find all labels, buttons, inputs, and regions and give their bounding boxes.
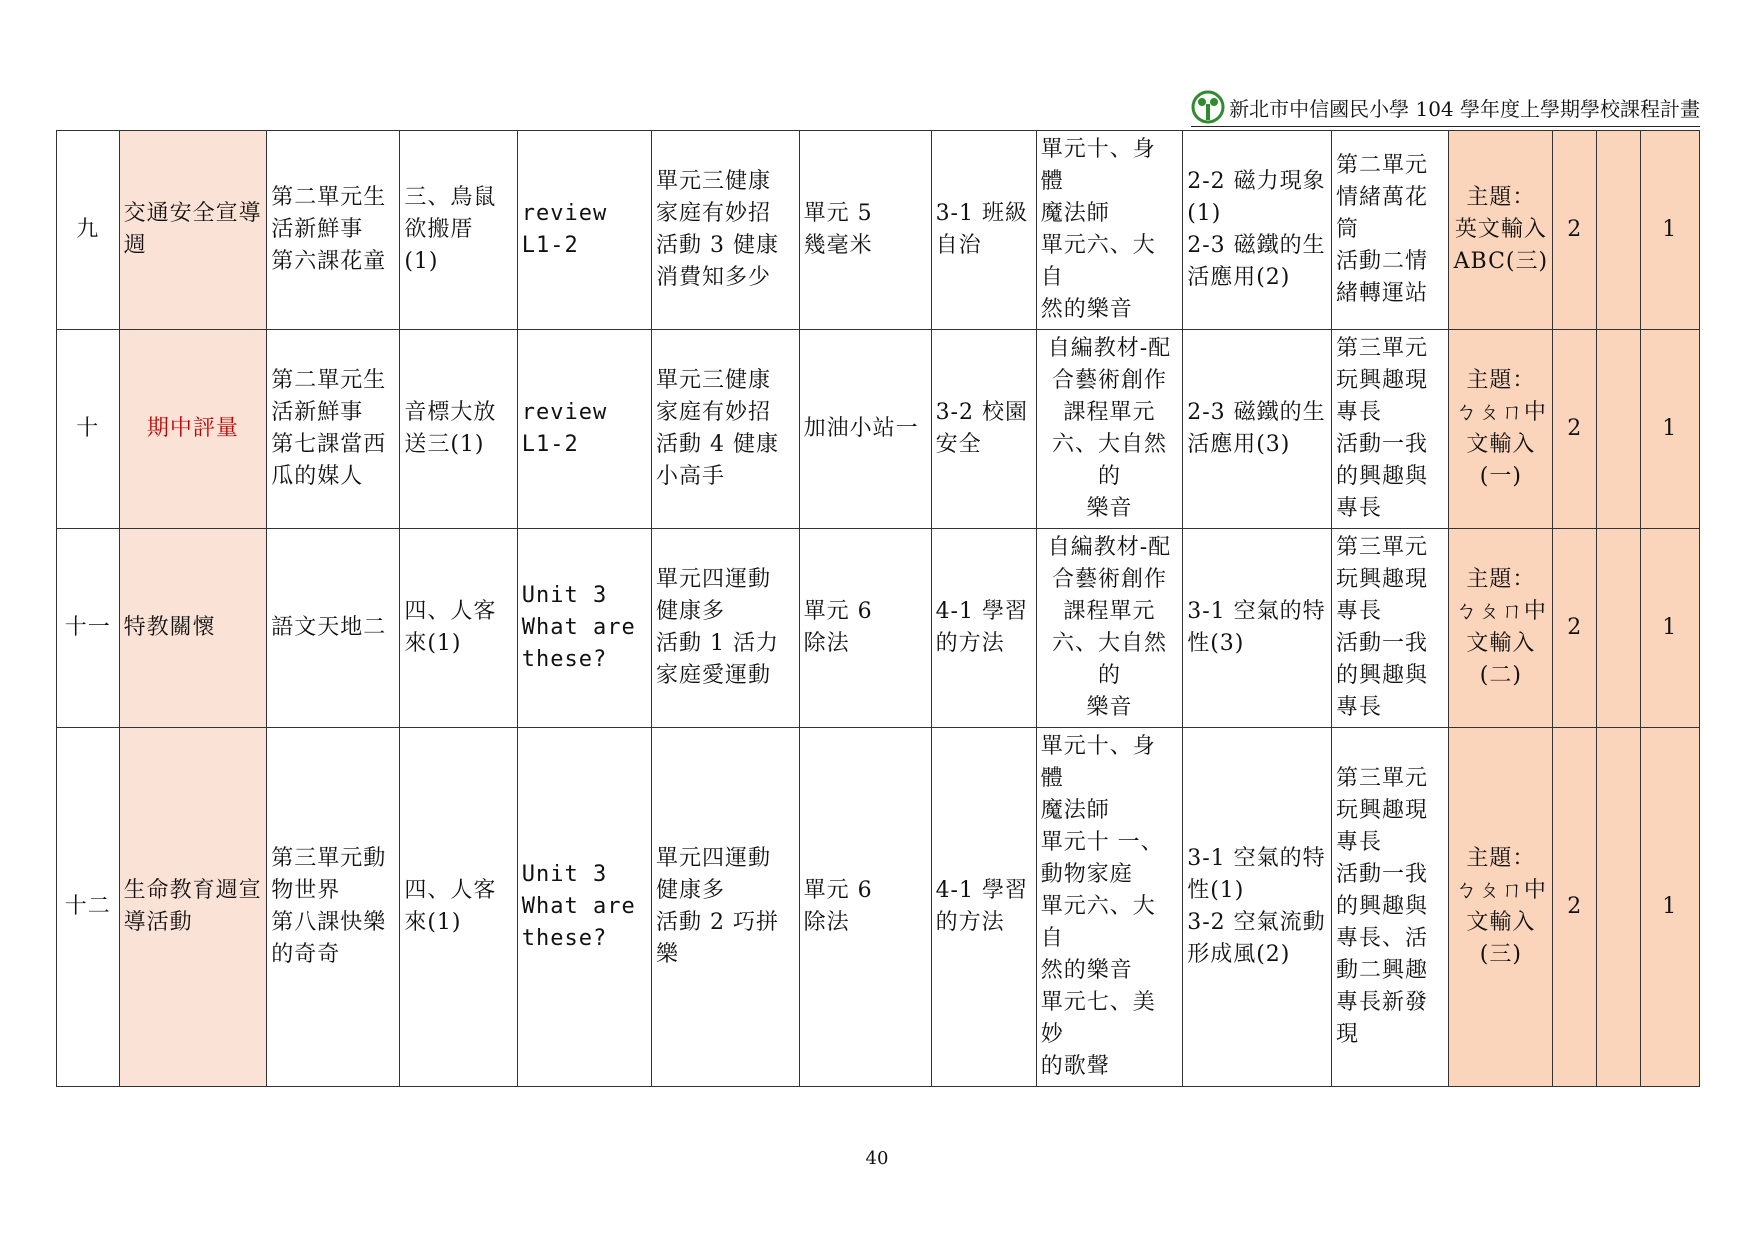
arts-line: 的歌聲 bbox=[1040, 1054, 1110, 1079]
topic-line: (二) bbox=[1479, 663, 1522, 688]
theme-cell: 生命教育週宣導活動 bbox=[119, 728, 267, 1087]
arts-line: 然的樂音 bbox=[1040, 297, 1133, 322]
social-line: 4-1 學習 bbox=[935, 878, 1028, 903]
health-line: 活動 4 健康 bbox=[655, 432, 779, 457]
arts-line: 單元十 一、 bbox=[1040, 830, 1164, 855]
math-line: 幾毫米 bbox=[803, 233, 873, 258]
computer-topic-cell bbox=[1449, 529, 1553, 728]
hours-cell bbox=[1597, 330, 1641, 529]
arts-cell bbox=[1036, 728, 1183, 1087]
header-title: 新北市中信國民小學 104 學年度上學期學校課程計畫 bbox=[1229, 96, 1700, 121]
health-line: 單元三健康 bbox=[655, 169, 771, 194]
topic-line: (三) bbox=[1479, 942, 1522, 967]
health-cell bbox=[651, 529, 799, 728]
chinese-cell bbox=[267, 131, 400, 330]
english-line: Unit 3 bbox=[521, 583, 608, 608]
integrated-line: 的興趣與 bbox=[1335, 894, 1428, 919]
hours-cell: 1 bbox=[1640, 529, 1699, 728]
native-line: (1) bbox=[404, 249, 439, 274]
school-logo-icon bbox=[1191, 90, 1225, 124]
hours-cell: 2 bbox=[1553, 728, 1597, 1087]
integrated-cell bbox=[1331, 728, 1448, 1087]
arts-line: 六、大自然的 bbox=[1051, 432, 1167, 489]
page-header bbox=[1191, 90, 1700, 127]
social-cell bbox=[931, 330, 1036, 529]
integrated-line: 動二興趣 bbox=[1335, 958, 1428, 983]
native-line: 送三(1) bbox=[404, 432, 485, 457]
health-line: 小高手 bbox=[655, 464, 725, 489]
health-line: 活動 1 活力 bbox=[655, 631, 779, 656]
health-cell bbox=[651, 728, 799, 1087]
math-cell bbox=[799, 131, 931, 330]
computer-topic-cell bbox=[1449, 330, 1553, 529]
integrated-line: 專長 bbox=[1335, 599, 1382, 624]
chinese-line: 活新鮮事 bbox=[271, 400, 364, 425]
integrated-line: 緒轉運站 bbox=[1335, 281, 1428, 306]
topic-line: 主題： bbox=[1466, 846, 1536, 871]
health-line: 活動 2 巧拼 bbox=[655, 910, 779, 935]
chinese-cell bbox=[267, 330, 400, 529]
arts-line: 自編教材-配 bbox=[1047, 336, 1172, 361]
integrated-line: 專長 bbox=[1335, 830, 1382, 855]
integrated-line: 活動一我 bbox=[1335, 862, 1428, 887]
integrated-cell bbox=[1331, 131, 1448, 330]
math-cell bbox=[799, 728, 931, 1087]
english-cell bbox=[517, 330, 651, 529]
english-line: these? bbox=[521, 926, 608, 951]
theme-cell: 特教關懷 bbox=[119, 529, 267, 728]
integrated-cell bbox=[1331, 529, 1448, 728]
integrated-line: 的興趣與 bbox=[1335, 464, 1428, 489]
theme-cell: 期中評量 bbox=[119, 330, 267, 529]
integrated-line: 專長 bbox=[1335, 400, 1382, 425]
integrated-line: 第二單元 bbox=[1335, 153, 1428, 178]
science-line: 形成風(2) bbox=[1187, 942, 1291, 967]
math-line: 加油小站一 bbox=[803, 416, 919, 441]
chinese-line: 第二單元生 bbox=[271, 185, 387, 210]
native-language-cell bbox=[400, 330, 517, 529]
math-line: 除法 bbox=[803, 631, 850, 656]
chinese-line: 第二單元生 bbox=[271, 368, 387, 393]
arts-line: 魔法師 bbox=[1040, 201, 1110, 226]
science-line: 2-2 磁力現象 bbox=[1187, 169, 1326, 194]
arts-line: 單元十、身體 bbox=[1040, 734, 1156, 791]
arts-line: 魔法師 bbox=[1040, 798, 1110, 823]
arts-line: 樂音 bbox=[1086, 496, 1133, 521]
math-line: 單元 6 bbox=[803, 599, 873, 624]
science-cell bbox=[1183, 330, 1332, 529]
integrated-line: 活動一我 bbox=[1335, 631, 1428, 656]
integrated-line: 玩興趣現 bbox=[1335, 798, 1428, 823]
integrated-line: 現 bbox=[1335, 1022, 1359, 1047]
social-line: 3-1 班級 bbox=[935, 201, 1028, 226]
topic-line: 文輸入 bbox=[1466, 432, 1536, 457]
english-cell bbox=[517, 728, 651, 1087]
hours-cell bbox=[1597, 131, 1641, 330]
social-line: 的方法 bbox=[935, 910, 1005, 935]
science-line: (1) bbox=[1187, 201, 1222, 226]
arts-line: 合藝術創作 bbox=[1051, 368, 1167, 393]
arts-cell bbox=[1036, 131, 1183, 330]
table-row bbox=[57, 728, 1700, 1087]
integrated-line: 專長 bbox=[1335, 496, 1382, 521]
arts-line: 課程單元 bbox=[1063, 599, 1156, 624]
health-cell bbox=[651, 131, 799, 330]
topic-line: 主題： bbox=[1466, 567, 1536, 592]
integrated-cell bbox=[1331, 330, 1448, 529]
math-line: 除法 bbox=[803, 910, 850, 935]
native-language-cell bbox=[400, 131, 517, 330]
social-cell bbox=[931, 529, 1036, 728]
chinese-line: 第八課快樂 bbox=[271, 910, 387, 935]
hours-cell: 1 bbox=[1640, 131, 1699, 330]
chinese-line: 瓜的媒人 bbox=[271, 464, 364, 489]
chinese-line: 第六課花童 bbox=[271, 249, 387, 274]
health-line: 健康多 bbox=[655, 599, 725, 624]
hours-cell bbox=[1597, 728, 1641, 1087]
chinese-line: 的奇奇 bbox=[271, 942, 341, 967]
science-line: 活應用(2) bbox=[1187, 265, 1291, 290]
topic-line: ㄅㄆㄇ中 bbox=[1454, 878, 1547, 903]
topic-line: 英文輸入 bbox=[1454, 217, 1547, 242]
native-line: 四、人客 bbox=[404, 599, 497, 624]
topic-line: ㄅㄆㄇ中 bbox=[1454, 599, 1547, 624]
english-line: What are bbox=[521, 894, 636, 919]
computer-topic-cell bbox=[1449, 131, 1553, 330]
arts-line: 動物家庭 bbox=[1040, 862, 1133, 887]
health-line: 健康多 bbox=[655, 878, 725, 903]
english-line: these? bbox=[521, 647, 608, 672]
table-row bbox=[57, 131, 1700, 330]
integrated-line: 專長、活 bbox=[1335, 926, 1428, 951]
arts-line: 合藝術創作 bbox=[1051, 567, 1167, 592]
chinese-line: 物世界 bbox=[271, 878, 341, 903]
social-line: 4-1 學習 bbox=[935, 599, 1028, 624]
integrated-line: 玩興趣現 bbox=[1335, 567, 1428, 592]
english-line: L1-2 bbox=[521, 233, 579, 258]
hours-cell: 2 bbox=[1553, 529, 1597, 728]
native-line: 音標大放 bbox=[404, 400, 497, 425]
topic-line: 主題： bbox=[1466, 185, 1536, 210]
chinese-cell bbox=[267, 728, 400, 1087]
integrated-line: 的興趣與 bbox=[1335, 663, 1428, 688]
arts-line: 單元七、美妙 bbox=[1040, 990, 1156, 1047]
integrated-line: 專長新發 bbox=[1335, 990, 1428, 1015]
arts-line: 課程單元 bbox=[1063, 400, 1156, 425]
social-line: 3-2 校園 bbox=[935, 400, 1028, 425]
integrated-line: 第三單元 bbox=[1335, 535, 1428, 560]
arts-cell bbox=[1036, 529, 1183, 728]
hours-cell bbox=[1597, 529, 1641, 728]
chinese-line: 活新鮮事 bbox=[271, 217, 364, 242]
health-line: 家庭愛運動 bbox=[655, 663, 771, 688]
topic-line: (一) bbox=[1479, 464, 1522, 489]
health-line: 單元四運動 bbox=[655, 846, 771, 871]
page-number: 40 bbox=[865, 1148, 889, 1169]
math-line: 單元 5 bbox=[803, 201, 873, 226]
social-line: 自治 bbox=[935, 233, 982, 258]
integrated-line: 活動二情 bbox=[1335, 249, 1428, 274]
integrated-line: 玩興趣現 bbox=[1335, 368, 1428, 393]
integrated-line: 專長 bbox=[1335, 695, 1382, 720]
hours-cell: 1 bbox=[1640, 330, 1699, 529]
science-cell bbox=[1183, 728, 1332, 1087]
arts-line: 然的樂音 bbox=[1040, 958, 1133, 983]
health-line: 單元三健康 bbox=[655, 368, 771, 393]
math-cell bbox=[799, 330, 931, 529]
arts-line: 單元六、大自 bbox=[1040, 233, 1156, 290]
hours-cell: 2 bbox=[1553, 330, 1597, 529]
curriculum-table bbox=[56, 130, 1700, 1087]
integrated-line: 筒 bbox=[1335, 217, 1359, 242]
native-line: 三、鳥鼠 bbox=[404, 185, 497, 210]
theme-cell: 交通安全宣導週 bbox=[119, 131, 267, 330]
science-line: 活應用(3) bbox=[1187, 432, 1291, 457]
chinese-line: 語文天地二 bbox=[271, 615, 387, 640]
health-line: 家庭有妙招 bbox=[655, 400, 771, 425]
native-line: 來(1) bbox=[404, 631, 462, 656]
topic-line: 文輸入 bbox=[1466, 910, 1536, 935]
table-row bbox=[57, 529, 1700, 728]
week-cell: 十二 bbox=[57, 728, 120, 1087]
english-cell bbox=[517, 131, 651, 330]
chinese-line: 第七課當西 bbox=[271, 432, 387, 457]
topic-line: 文輸入 bbox=[1466, 631, 1536, 656]
social-cell bbox=[931, 131, 1036, 330]
social-line: 安全 bbox=[935, 432, 982, 457]
science-line: 2-3 磁鐵的生 bbox=[1187, 400, 1326, 425]
science-line: 3-1 空氣的特 bbox=[1187, 599, 1326, 624]
topic-line: ㄅㄆㄇ中 bbox=[1454, 400, 1547, 425]
arts-line: 單元十、身體 bbox=[1040, 137, 1156, 194]
health-line: 樂 bbox=[655, 942, 679, 967]
english-cell bbox=[517, 529, 651, 728]
arts-line: 樂音 bbox=[1086, 695, 1133, 720]
arts-cell bbox=[1036, 330, 1183, 529]
science-cell bbox=[1183, 131, 1332, 330]
topic-line: 主題： bbox=[1466, 368, 1536, 393]
health-cell bbox=[651, 330, 799, 529]
hours-cell: 1 bbox=[1640, 728, 1699, 1087]
week-cell: 十 bbox=[57, 330, 120, 529]
science-line: 性(3) bbox=[1187, 631, 1245, 656]
social-line: 的方法 bbox=[935, 631, 1005, 656]
english-line: What are bbox=[521, 615, 636, 640]
english-line: review bbox=[521, 400, 608, 425]
chinese-cell bbox=[267, 529, 400, 728]
science-cell bbox=[1183, 529, 1332, 728]
native-language-cell bbox=[400, 529, 517, 728]
topic-line: ABC(三) bbox=[1453, 249, 1549, 274]
english-line: Unit 3 bbox=[521, 862, 608, 887]
week-cell: 九 bbox=[57, 131, 120, 330]
arts-line: 六、大自然的 bbox=[1051, 631, 1167, 688]
table-row bbox=[57, 330, 1700, 529]
integrated-line: 第三單元 bbox=[1335, 766, 1428, 791]
native-language-cell bbox=[400, 728, 517, 1087]
math-cell bbox=[799, 529, 931, 728]
arts-line: 自編教材-配 bbox=[1047, 535, 1172, 560]
native-line: 四、人客 bbox=[404, 878, 497, 903]
integrated-line: 情緒萬花 bbox=[1335, 185, 1428, 210]
english-line: review bbox=[521, 201, 608, 226]
week-cell: 十一 bbox=[57, 529, 120, 728]
english-line: L1-2 bbox=[521, 432, 579, 457]
social-cell bbox=[931, 728, 1036, 1087]
arts-line: 單元六、大自 bbox=[1040, 894, 1156, 951]
health-line: 單元四運動 bbox=[655, 567, 771, 592]
science-line: 3-2 空氣流動 bbox=[1187, 910, 1326, 935]
native-line: 來(1) bbox=[404, 910, 462, 935]
health-line: 消費知多少 bbox=[655, 265, 771, 290]
computer-topic-cell bbox=[1449, 728, 1553, 1087]
integrated-line: 第三單元 bbox=[1335, 336, 1428, 361]
science-line: 3-1 空氣的特 bbox=[1187, 846, 1326, 871]
health-line: 活動 3 健康 bbox=[655, 233, 779, 258]
integrated-line: 活動一我 bbox=[1335, 432, 1428, 457]
chinese-line: 第三單元動 bbox=[271, 846, 387, 871]
math-line: 單元 6 bbox=[803, 878, 873, 903]
health-line: 家庭有妙招 bbox=[655, 201, 771, 226]
science-line: 性(1) bbox=[1187, 878, 1245, 903]
hours-cell: 2 bbox=[1553, 131, 1597, 330]
science-line: 2-3 磁鐵的生 bbox=[1187, 233, 1326, 258]
native-line: 欲搬厝 bbox=[404, 217, 474, 242]
